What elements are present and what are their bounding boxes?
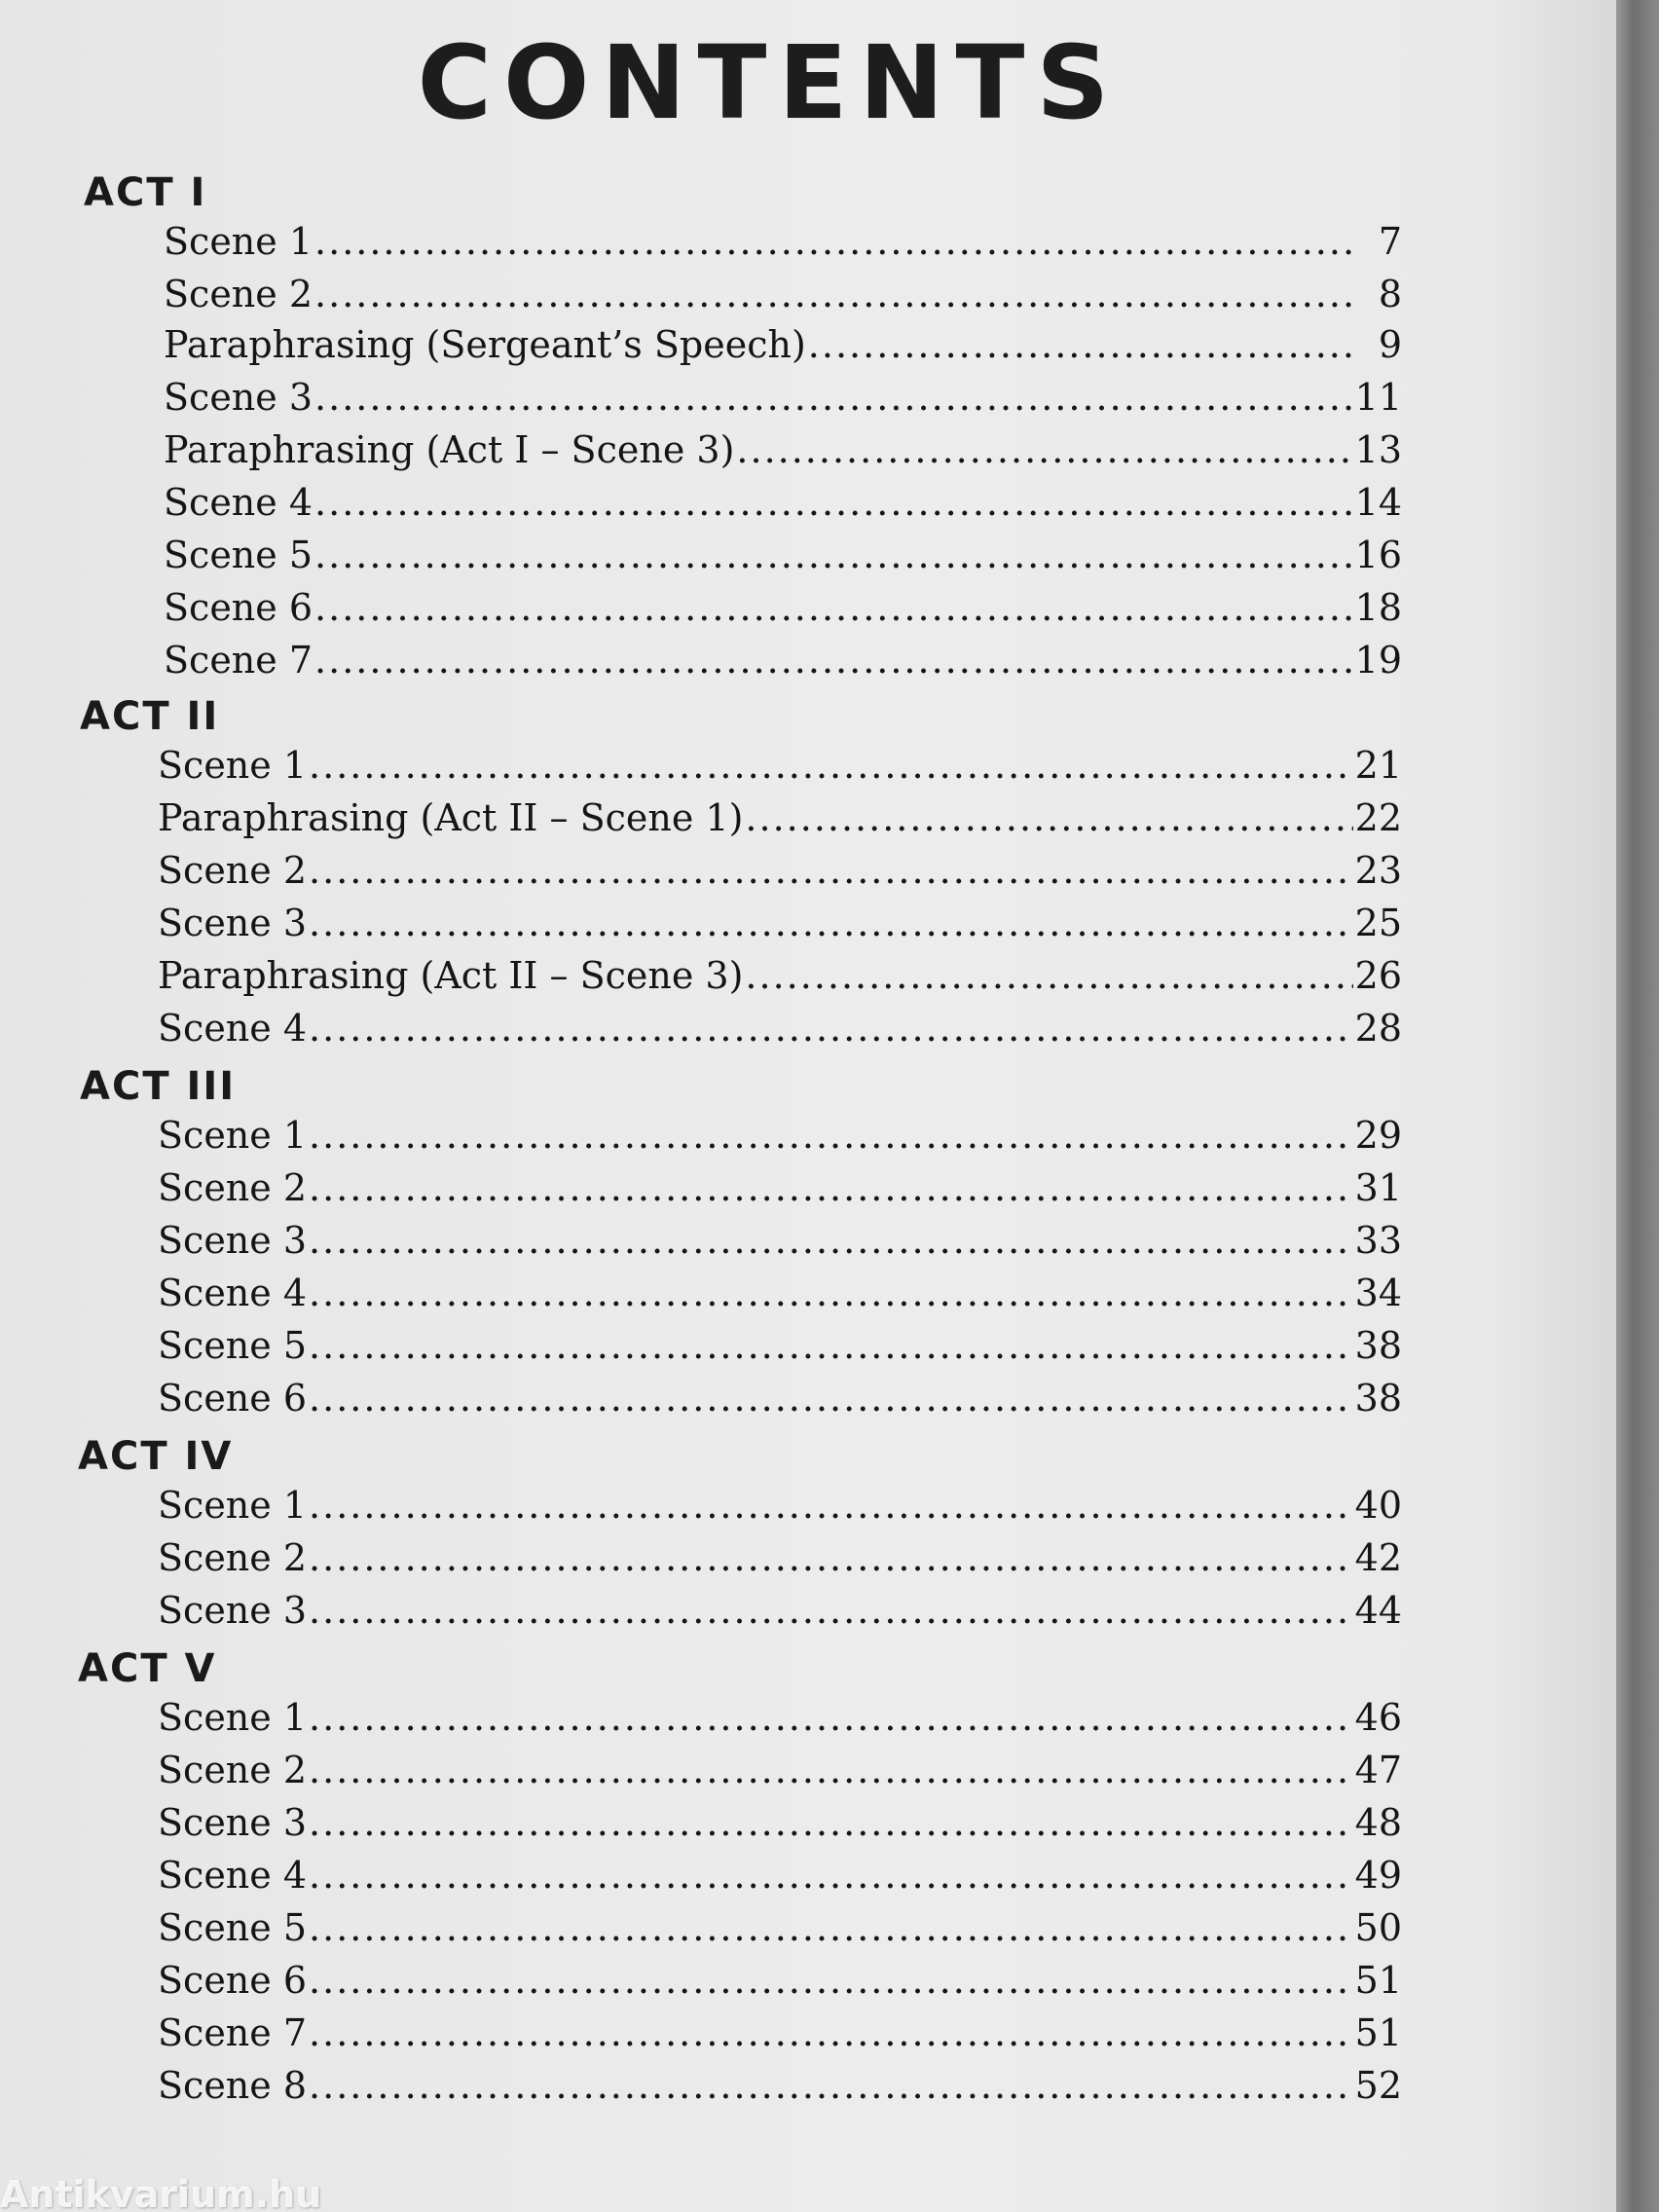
act-heading: ACT I	[84, 170, 207, 215]
dot-leader	[309, 1696, 1353, 1739]
dot-leader	[808, 323, 1353, 366]
dot-leader	[309, 1906, 1353, 1949]
toc-entry-page-number: 47	[1354, 1749, 1402, 1791]
dot-leader	[314, 481, 1353, 524]
toc-entry-label: Scene 5	[158, 1906, 308, 1949]
toc-entry-label: Scene 4	[164, 481, 313, 524]
toc-entry-label: Scene 2	[158, 849, 308, 892]
toc-entry	[158, 1219, 1402, 1268]
toc-entry	[158, 1166, 1402, 1215]
toc-entry-label: Scene 1	[164, 220, 313, 263]
dot-leader	[309, 2064, 1353, 2107]
dot-leader	[314, 220, 1353, 263]
toc-entry	[164, 220, 1402, 269]
toc-entry-page-number: 29	[1354, 1114, 1402, 1157]
toc-entry-page-number: 16	[1354, 534, 1402, 576]
page-title: CONTENTS	[417, 23, 1122, 142]
toc-entry	[158, 954, 1402, 1003]
toc-entry	[158, 1377, 1402, 1425]
act-heading: ACT V	[78, 1646, 217, 1691]
dot-leader	[309, 2011, 1353, 2054]
toc-entry-page-number: 48	[1354, 1801, 1402, 1844]
toc-entry	[164, 323, 1402, 372]
dot-leader	[309, 1166, 1353, 1209]
toc-entry	[164, 481, 1402, 530]
dot-leader	[745, 954, 1352, 997]
toc-entry-label: Scene 6	[164, 586, 313, 629]
toc-entry	[158, 2011, 1402, 2060]
dot-leader	[309, 1484, 1353, 1527]
toc-entry-page-number: 51	[1354, 2011, 1402, 2054]
dot-leader	[309, 1219, 1353, 1262]
dot-leader	[736, 428, 1352, 471]
toc-entry	[158, 1749, 1402, 1797]
watermark: Antikvarium.hu	[0, 2173, 322, 2212]
toc-entry-label: Scene 2	[158, 1536, 308, 1579]
dot-leader	[309, 1377, 1353, 1419]
toc-entry-label: Scene 1	[158, 744, 308, 787]
toc-entry-page-number: 8	[1378, 273, 1402, 315]
toc-entry-label: Paraphrasing (Act I – Scene 3)	[164, 428, 735, 471]
toc-entry-page-number: 46	[1354, 1696, 1402, 1739]
toc-entry-page-number: 44	[1354, 1589, 1402, 1632]
toc-entry	[158, 1536, 1402, 1585]
dot-leader	[309, 1272, 1353, 1314]
dot-leader	[309, 1801, 1353, 1844]
dot-leader	[314, 534, 1353, 576]
book-spine-shadow	[1616, 0, 1659, 2212]
toc-entry-label: Scene 6	[158, 1959, 308, 2002]
toc-entry-label: Scene 5	[164, 534, 313, 576]
toc-entry	[158, 2064, 1402, 2113]
toc-entry	[158, 1959, 1402, 2008]
toc-entry-label: Scene 3	[158, 902, 308, 944]
toc-entry	[158, 1854, 1402, 1902]
toc-entry	[164, 534, 1402, 582]
toc-entry-page-number: 13	[1354, 428, 1402, 471]
toc-entry-label: Scene 1	[158, 1114, 308, 1157]
toc-entry	[164, 586, 1402, 635]
toc-entry-page-number: 28	[1354, 1007, 1402, 1050]
toc-entry	[158, 1484, 1402, 1532]
toc-entry-page-number: 33	[1354, 1219, 1402, 1262]
toc-entry-page-number: 52	[1354, 2064, 1402, 2107]
toc-entry-label: Scene 2	[158, 1749, 308, 1791]
toc-entry-page-number: 9	[1378, 323, 1402, 366]
toc-entry-page-number: 31	[1354, 1166, 1402, 1209]
dot-leader	[309, 1324, 1353, 1367]
toc-entry	[158, 1906, 1402, 1955]
toc-entry-page-number: 18	[1354, 586, 1402, 629]
toc-entry-page-number: 50	[1354, 1906, 1402, 1949]
toc-entry	[164, 273, 1402, 321]
toc-entry	[158, 1801, 1402, 1850]
toc-entry-label: Scene 3	[164, 376, 313, 419]
toc-entry-label: Paraphrasing (Act II – Scene 1)	[158, 796, 744, 839]
toc-entry-page-number: 38	[1354, 1324, 1402, 1367]
toc-entry	[158, 849, 1402, 898]
toc-entry-page-number: 14	[1354, 481, 1402, 524]
dot-leader	[309, 1854, 1353, 1897]
toc-entry-page-number: 7	[1378, 220, 1402, 263]
toc-entry-page-number: 11	[1354, 376, 1402, 419]
toc-entry-label: Paraphrasing (Act II – Scene 3)	[158, 954, 744, 997]
toc-entry-label: Scene 4	[158, 1272, 308, 1314]
toc-entry-page-number: 38	[1354, 1377, 1402, 1419]
toc-entry-label: Scene 4	[158, 1007, 308, 1050]
toc-entry-label: Scene 8	[158, 2064, 308, 2107]
dot-leader	[314, 586, 1353, 629]
toc-entry-page-number: 51	[1354, 1959, 1402, 2002]
act-heading: ACT IV	[78, 1434, 234, 1479]
dot-leader	[314, 273, 1353, 315]
toc-entry-label: Scene 3	[158, 1589, 308, 1632]
toc-entry	[164, 428, 1402, 477]
toc-entry-label: Scene 4	[158, 1854, 308, 1897]
toc-entry-label: Scene 7	[158, 2011, 308, 2054]
dot-leader	[309, 1007, 1353, 1050]
toc-entry-label: Scene 3	[158, 1801, 308, 1844]
toc-entry-label: Scene 1	[158, 1696, 308, 1739]
dot-leader	[309, 1589, 1353, 1632]
toc-entry-label: Paraphrasing (Sergeant’s Speech)	[164, 323, 806, 366]
dot-leader	[309, 1114, 1353, 1157]
dot-leader	[309, 1536, 1353, 1579]
dot-leader	[745, 796, 1352, 839]
toc-entry-page-number: 22	[1354, 796, 1402, 839]
dot-leader	[309, 1749, 1353, 1791]
toc-entry-label: Scene 7	[164, 639, 313, 682]
dot-leader	[314, 376, 1353, 419]
toc-entry	[158, 902, 1402, 950]
toc-entry-page-number: 23	[1354, 849, 1402, 892]
toc-entry-page-number: 25	[1354, 902, 1402, 944]
toc-entry	[158, 796, 1402, 845]
toc-entry-page-number: 49	[1354, 1854, 1402, 1897]
toc-entry-page-number: 19	[1354, 639, 1402, 682]
dot-leader	[309, 849, 1353, 892]
act-heading: ACT II	[80, 694, 220, 739]
toc-entry	[158, 1324, 1402, 1373]
toc-entry-label: Scene 2	[158, 1166, 308, 1209]
toc-entry	[158, 1007, 1402, 1055]
toc-entry	[158, 1272, 1402, 1320]
toc-entry-page-number: 26	[1354, 954, 1402, 997]
toc-entry	[158, 1696, 1402, 1745]
toc-entry-label: Scene 3	[158, 1219, 308, 1262]
act-heading: ACT III	[80, 1064, 237, 1109]
toc-entry	[158, 744, 1402, 793]
dot-leader	[309, 1959, 1353, 2002]
toc-entry-label: Scene 6	[158, 1377, 308, 1419]
toc-entry-label: Scene 5	[158, 1324, 308, 1367]
toc-entry	[158, 1589, 1402, 1638]
dot-leader	[309, 902, 1353, 944]
toc-entry-page-number: 21	[1354, 744, 1402, 787]
toc-entry	[164, 376, 1402, 424]
toc-entry-label: Scene 2	[164, 273, 313, 315]
toc-entry	[158, 1114, 1402, 1162]
toc-entry-page-number: 42	[1354, 1536, 1402, 1579]
toc-entry-page-number: 40	[1354, 1484, 1402, 1527]
dot-leader	[314, 639, 1353, 682]
toc-entry-label: Scene 1	[158, 1484, 308, 1527]
toc-entry	[164, 639, 1402, 687]
toc-entry-page-number: 34	[1354, 1272, 1402, 1314]
dot-leader	[309, 744, 1353, 787]
